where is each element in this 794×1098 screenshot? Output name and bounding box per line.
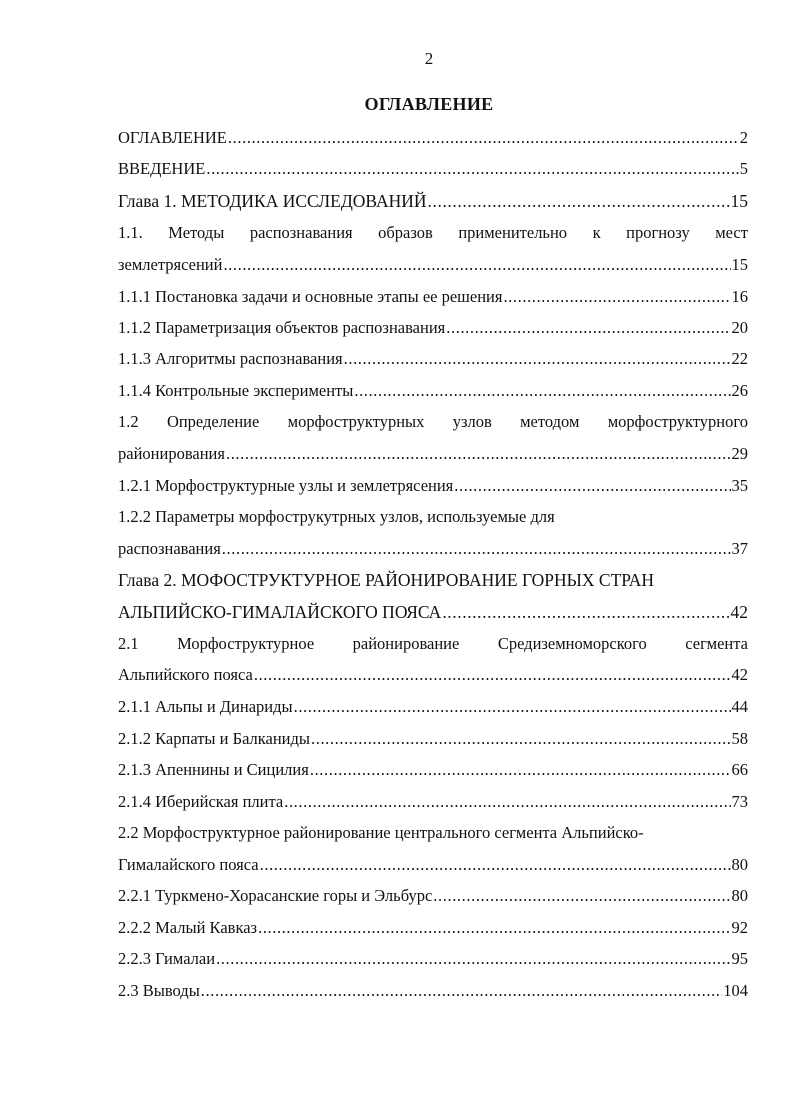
toc-entry-title: 2.1.4 Иберийская плита (118, 792, 284, 811)
leader-dots (260, 853, 731, 877)
toc-word: Морфоструктурное (177, 634, 315, 653)
toc-entry-title-line1: Глава 2. МОФОСТРУКТУРНОЕ РАЙОНИРОВАНИЕ ГОРНЫХ СТРАН (118, 570, 655, 590)
toc-entry-title: 2.1.2 Карпаты и Балканиды (118, 729, 310, 748)
toc-entry-title: 2.1.3 Апеннины и Сицилия (118, 760, 309, 779)
leader-dots (442, 600, 729, 624)
leader-dots (503, 285, 730, 309)
toc-entry[interactable] (118, 253, 748, 277)
leader-dots (258, 916, 730, 940)
toc-entry[interactable] (118, 695, 748, 719)
toc-entry-page: 104 (723, 981, 748, 1000)
toc-entry-title: 2.3 Выводы (118, 981, 200, 1000)
toc-word: Определение (166, 412, 260, 431)
toc-word: морфоструктурного (607, 412, 748, 431)
toc-entry-page: 16 (731, 287, 748, 306)
toc-entry[interactable] (118, 537, 748, 561)
toc-entry-page: 42 (731, 665, 748, 684)
toc-word: применительно (458, 223, 568, 242)
page-number: 2 (424, 49, 434, 68)
leader-dots (223, 253, 730, 277)
toc-entry-page: 15 (731, 255, 748, 274)
toc-entry-first-line[interactable] (118, 821, 748, 845)
leader-dots (311, 727, 731, 751)
toc-entry-title: Гималайского пояса (118, 855, 259, 874)
toc-entry[interactable] (118, 316, 748, 340)
toc-word: к (592, 223, 601, 242)
toc-entry-page: 22 (731, 349, 748, 368)
leader-dots (228, 126, 739, 150)
toc-entry-page: 66 (731, 760, 748, 779)
leader-dots (354, 379, 730, 403)
leader-dots (433, 884, 730, 908)
toc-word: распознавания (249, 223, 353, 242)
toc-entry-title: районирования (118, 444, 225, 463)
leader-dots (284, 790, 730, 814)
toc-entry[interactable] (118, 474, 748, 498)
toc-entry-title: 1.1.2 Параметризация объектов распознавания (118, 318, 446, 337)
toc-word: методом (520, 412, 580, 431)
toc-entry-title-line1: 1.2.2 Параметры морфострукутрных узлов, используемые для (118, 507, 555, 526)
toc-entry[interactable] (118, 189, 748, 213)
toc-entry-title: 2.2.2 Малый Кавказ (118, 918, 258, 937)
toc-entry-title: 1.1.4 Контрольные эксперименты (118, 381, 354, 400)
toc-entry-title: 1.1.3 Алгоритмы распознавания (118, 349, 343, 368)
toc-entry-first-line[interactable] (118, 568, 748, 592)
leader-dots (446, 316, 730, 340)
toc-entry-page: 5 (739, 159, 748, 178)
toc-entry-page: 92 (731, 918, 748, 937)
leader-dots (310, 758, 731, 782)
toc-entry[interactable] (118, 600, 748, 624)
leader-dots (226, 442, 731, 466)
toc-entry[interactable] (118, 884, 748, 908)
toc-entry[interactable] (118, 916, 748, 940)
toc-entry-page: 26 (731, 381, 748, 400)
toc-entry-title: 2.2.3 Гималаи (118, 949, 216, 968)
toc-entry[interactable] (118, 285, 748, 309)
toc-entry-page: 80 (731, 855, 748, 874)
toc-entry-title: 1.2.1 Морфоструктурные узлы и землетрясения (118, 476, 454, 495)
leader-dots (428, 189, 730, 213)
toc-entry-page: 15 (730, 191, 748, 211)
toc-entry-title: Альпийского пояса (118, 665, 253, 684)
leader-dots (254, 663, 731, 687)
leader-dots (206, 157, 738, 181)
toc-entry-title: распознавания (118, 539, 221, 558)
leader-dots (222, 537, 731, 561)
toc-entry-title: ВВЕДЕНИЕ (118, 159, 206, 178)
toc-entry[interactable] (118, 758, 748, 782)
toc-entry[interactable] (118, 379, 748, 403)
toc-word: морфоструктурных (287, 412, 425, 431)
toc-entry[interactable] (118, 790, 748, 814)
toc-entry[interactable] (118, 442, 748, 466)
toc-heading: ОГЛАВЛЕНИЕ (364, 94, 494, 114)
toc-entry-title: Глава 1. МЕТОДИКА ИССЛЕДОВАНИЙ (118, 191, 427, 211)
toc-entry-page: 80 (731, 886, 748, 905)
toc-entry-title: ОГЛАВЛЕНИЕ (118, 128, 227, 147)
toc-entry-first-line[interactable] (118, 632, 748, 656)
toc-entry[interactable] (118, 347, 748, 371)
toc-entry[interactable] (118, 727, 748, 751)
leader-dots (201, 979, 722, 1003)
toc-word: 1.1. (118, 223, 143, 242)
toc-word: Средиземноморского (497, 634, 647, 653)
toc-entry-first-line[interactable] (118, 505, 748, 529)
toc-word: 2.1 (118, 634, 139, 653)
toc-entry-page: 37 (731, 539, 748, 558)
toc-entry-first-line[interactable] (118, 221, 748, 245)
toc-word: сегмента (685, 634, 748, 653)
toc-entry-title: АЛЬПИЙСКО-ГИМАЛАЙСКОГО ПОЯСА (118, 602, 442, 622)
toc-word: Методы (168, 223, 225, 242)
toc-word: прогнозу (626, 223, 690, 242)
toc-entry-page: 95 (731, 949, 748, 968)
toc-entry-first-line[interactable] (118, 410, 748, 434)
toc-word: 1.2 (118, 412, 139, 431)
toc-entry-title: 2.1.1 Альпы и Динариды (118, 697, 293, 716)
toc-entry-page: 35 (731, 476, 748, 495)
toc-entry[interactable] (118, 157, 748, 181)
toc-entry-page: 44 (731, 697, 748, 716)
toc-word: образов (378, 223, 433, 242)
toc-entry-page: 20 (731, 318, 748, 337)
leader-dots (216, 947, 730, 971)
toc-entry-page: 2 (739, 128, 748, 147)
toc-word: узлов (452, 412, 492, 431)
toc-entry[interactable] (118, 663, 748, 687)
leader-dots (294, 695, 731, 719)
toc-entry-page: 42 (730, 602, 748, 622)
toc-entry[interactable] (118, 947, 748, 971)
toc-entry[interactable] (118, 126, 748, 150)
leader-dots (454, 474, 730, 498)
toc-entry[interactable] (118, 979, 748, 1003)
toc-word: районирование (352, 634, 460, 653)
toc-entry-page: 73 (731, 792, 748, 811)
toc-entry-title: 1.1.1 Постановка задачи и основные этапы ее решения (118, 287, 503, 306)
toc-entry-title: 2.2.1 Туркмено-Хорасанские горы и Эльбурс (118, 886, 433, 905)
toc-word: мест (715, 223, 748, 242)
toc-entry[interactable] (118, 853, 748, 877)
toc-entry-page: 58 (731, 729, 748, 748)
leader-dots (344, 347, 731, 371)
toc-entry-page: 29 (731, 444, 748, 463)
toc-entry-title: землетрясений (118, 255, 223, 274)
toc-entry-title-line1: 2.2 Морфоструктурное районирование центрального сегмента Альпийско- (118, 823, 644, 842)
